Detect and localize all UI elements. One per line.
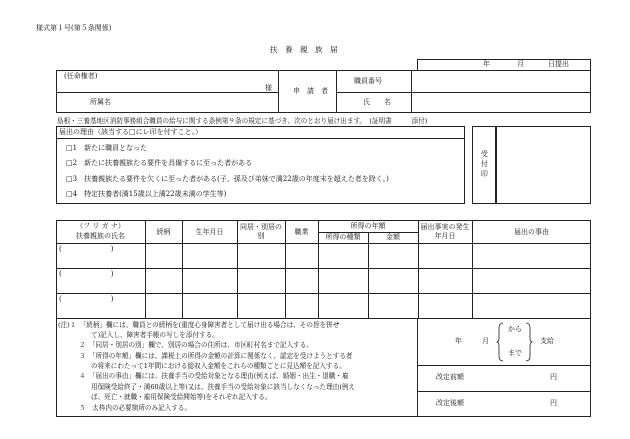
pay-month-label: 月 [482,337,489,345]
note-line-3: ２ 「同居・別居の別」欄で、別居の場合の住所は、市区町村名まで記入する。 [79,341,313,349]
right-brace-icon [525,322,533,362]
sama-label: 様 [265,84,272,92]
form-number: 様式第１号(第５条関係) [36,24,112,32]
note-line-4: ３ 「所得の年額」欄には、課税上の所得の金額の計算に関係なく、認定を受けようとする者 [79,352,353,360]
header-occupation: 職業 [294,227,309,236]
after-amount-label: 改定後額 [436,399,464,407]
reason-item-2[interactable]: □2 新たに扶養親族たる要件を具備するに至った者がある [66,159,253,167]
before-yen-label: 円 [550,373,557,381]
pay-year-label: 年 [455,337,462,345]
reason-item-4[interactable]: □4 特定扶養者(満15歳以上満22歳未満の学生等) [66,190,227,198]
note-line-2: て)記入し、障害者手帳の写しを添付する。 [91,331,219,339]
before-amount-label: 改定前額 [436,373,464,381]
header-amount: 金額 [386,233,400,242]
note-line-6: ４ 「届出の事由」欄には、扶養手当の受給対象となる理由(例えば、婚姻・出生・退職・雇 [79,372,349,380]
reason-item-1[interactable]: □1 新たに職員となった [66,144,148,152]
intro-text: 島根・三養基地区消防事務組合職員の給与に関する条例第９条の規定に基づき、次のとおり届け出ます。 (証明書 添付) [57,117,428,125]
staff-number-label: 職員番号 [354,77,382,85]
table-row[interactable] [57,294,590,318]
row-3-kana-parens: ( ) [59,295,114,303]
header-income-type: 所得の種類 [325,233,361,242]
left-brace-icon [496,322,504,362]
name-field[interactable] [413,94,589,111]
note-line-5: の将来にわたって1年間における総収入金額をこれらの種類ごとに見込額を記入する。 [91,362,346,370]
office-label: 所属名 [90,98,111,106]
header-cohabit: 同居・別居の別 [240,223,282,240]
reason-item-3[interactable]: □3 扶養親族たる要件を欠くに至った者がある(子、孫及び弟妹で満22歳の年度末を超えた者を除く。) [66,175,389,183]
date-year-label: 年 [483,60,490,68]
header-event: 届出の事由 [514,227,549,236]
header-birth: 生年月日 [195,227,224,236]
header-event-date: 届出事実の発生年月日 [420,223,470,240]
table-row[interactable] [57,269,590,292]
note-line-1: (注)１ 「続柄」欄には、職員との続柄を(重度心身障害者として届け出る場合は、その旨を併せ [58,321,340,329]
pay-from-label: から [508,325,522,333]
header-income: 所得の年額 [350,222,386,231]
date-submitted-label: 日提出 [548,60,569,68]
pay-to-label: まで [508,349,522,357]
receipt-stamp-label: 受付印 [480,150,489,180]
office-field[interactable] [125,94,275,111]
row-1-kana-parens: ( ) [59,245,114,253]
receipt-stamp-area [496,126,591,204]
reasons-header: 届出の理由（該当する□にレ印を付すこと。） [59,128,203,136]
header-name-kana: （フ リ ガ ナ） [76,222,125,231]
note-line-9: ５ 太枠内の必要箇所のみ記入する。 [79,404,192,412]
staff-number-field[interactable] [413,72,589,90]
row-2-kana-parens: ( ) [59,270,114,278]
header-relation: 続柄 [156,227,171,236]
pay-label: 支給 [540,337,554,345]
date-month-label: 月 [517,60,524,68]
applicant-label: 申 請 者 [293,87,328,95]
note-line-7: 用保険受給終了・満60歳以上等)又は、扶養手当の受給対象に該当しなくなった理由(例え [91,383,356,391]
name-label: 氏 名 [363,98,391,106]
page-title: 扶 養 親 族 届 [270,45,338,54]
after-yen-label: 円 [550,399,557,407]
appointer-label: (任命権者) [64,72,98,80]
header-name: 扶養親族の氏名 [76,232,125,241]
table-row[interactable] [57,244,590,267]
note-line-8: ば、死亡・就職・雇用保険受給開始等)をそれぞれ記入する。 [91,393,272,401]
